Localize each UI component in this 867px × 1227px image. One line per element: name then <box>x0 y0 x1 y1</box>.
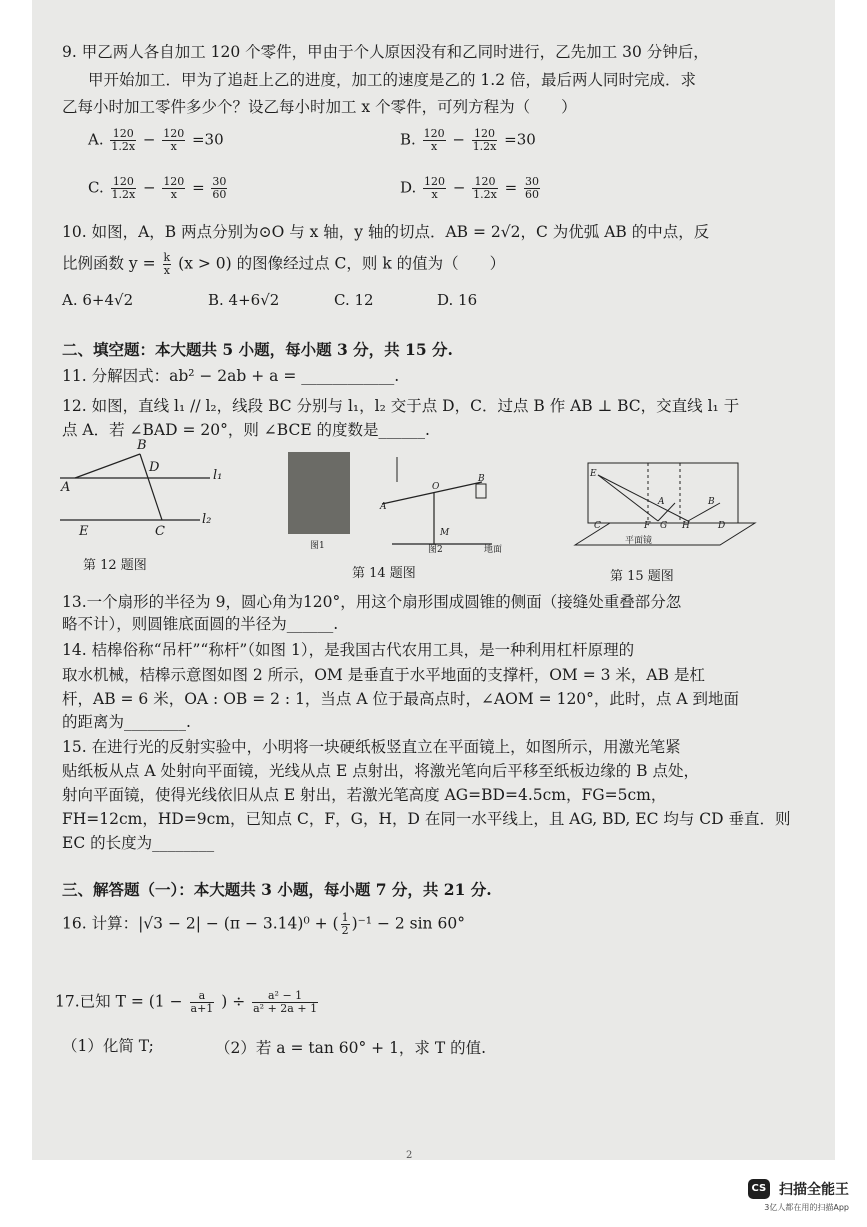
q9-line3: 乙每小时加工零件多少个？设乙每小时加工 x 个零件，可列方程为（ ） <box>62 98 577 116</box>
q15-line1: 15. 在进行光的反射实验中，小明将一块硬纸板竖直立在平面镜上，如图所示，用激光笔紧 <box>62 738 681 756</box>
page-number: 2 <box>406 1150 413 1161</box>
fig15-label-d: D <box>718 521 726 531</box>
fig15-label-b: B <box>708 497 715 507</box>
fig12-label-d: D <box>149 460 160 475</box>
q11: 11. 分解因式：ab² − 2ab + a = ____________. <box>62 367 400 385</box>
q12-line1: 12. 如图，直线 l₁ // l₂，线段 BC 分别与 l₁，l₂ 交于点 D，C．过点 B 作 AB ⊥ BC，交直线 l₁ 于 <box>62 397 740 415</box>
q9-option-b: B. $\frac{120}{x}$ − $\frac{120}{1.2x}$ =30 <box>400 127 536 153</box>
figure-14 <box>282 452 512 582</box>
q14-line2: 取水机械，桔槔示意图如图 2 所示，OM 是垂直于水平地面的支撑杆，OM = 3 米，AB 是杠 <box>62 666 705 684</box>
fig14-img2-label: 图2 <box>428 545 443 555</box>
fig12-label-b: B <box>137 438 147 453</box>
fig14-label-a: A <box>380 502 387 512</box>
fig12-label-a: A <box>61 480 71 495</box>
fig15-diagram <box>570 455 760 550</box>
fig14-img1-label: 图1 <box>310 541 325 551</box>
fig14-label-b: B <box>478 474 485 484</box>
q9-line2: 甲开始加工．甲为了追赶上乙的进度，加工的速度是乙的 1.2 倍，最后两人同时完成．求 <box>88 71 697 89</box>
section-3-heading: 三、解答题（一）：本大题共 3 小题，每小题 7 分，共 21 分. <box>62 880 492 899</box>
fig15-label-e: E <box>590 469 597 479</box>
q10-option-d: D. 16 <box>437 291 478 309</box>
fig14-label-m: M <box>440 528 450 538</box>
q14-line1: 14. 桔槔俗称“吊杆”“称杆”（如图 1），是我国古代农用工具，是一种利用杠杆原理的 <box>62 641 635 659</box>
scanner-watermark <box>748 1178 849 1213</box>
q17-part2: （2）若 a = tan 60° + 1，求 T 的值. <box>215 1039 487 1057</box>
q9-option-c: C. $\frac{120}{1.2x}$ − $\frac{120}{x}$ = $\frac{30}{60}$ <box>88 175 227 201</box>
fig15-label-h: H <box>682 521 690 531</box>
q15-line4: FH=12cm，HD=9cm，已知点 C，F，G，H，D 在同一水平线上，且 AG, BD, EC 均与 CD 垂直．则 <box>62 810 791 828</box>
q15-line3: 射向平面镜，使得光线依旧从点 E 射出，若激光笔高度 AG=BD=4.5cm，FG=5cm， <box>62 786 667 804</box>
fig12-label-l1: l₁ <box>213 468 223 483</box>
brand-tagline: 3亿人都在用的扫描App <box>764 1202 849 1212</box>
q9-option-a: A. $\frac{120}{1.2x}$ − $\frac{120}{x}$ =30 <box>88 127 224 153</box>
fig14-diagram <box>372 452 502 547</box>
fig15-label-f: F <box>644 521 651 531</box>
q9-line1: 9. 甲乙两人各自加工 120 个零件，甲由于个人原因没有和乙同时进行，乙先加工 30 分钟后， <box>62 43 709 61</box>
fig12-label-e: E <box>79 524 89 539</box>
q12-line2: 点 A．若 ∠BAD = 20°，则 ∠BCE 的度数是______. <box>62 421 430 439</box>
q10-line2: 比例函数 y = $\frac{k}{x}$ (x > 0) 的图像经过点 C，则 k 的值为（ ） <box>62 251 506 277</box>
fig15-caption: 第 15 题图 <box>610 569 674 584</box>
fig12-caption: 第 12 题图 <box>83 558 147 573</box>
cs-logo: CS <box>748 1179 770 1199</box>
fig12-label-c: C <box>155 524 165 539</box>
fig14-photo <box>288 452 350 534</box>
fig12-label-l2: l₂ <box>202 512 212 527</box>
figure-15 <box>570 455 760 585</box>
section-2-heading: 二、填空题：本大题共 5 小题，每小题 3 分，共 15 分. <box>62 340 453 359</box>
q14-line4: 的距离为________. <box>62 713 191 731</box>
q17-part1: （1）化简 T; <box>62 1037 154 1055</box>
q10-line1: 10. 如图，A，B 两点分别为⊙O 与 x 轴，y 轴的切点．AB = 2√2，C 为优弧 AB 的中点，反 <box>62 223 710 241</box>
q15-line2: 贴纸板从点 A 处射向平面镜，光线从点 E 点射出，将激光笔向后平移至纸板边缘的 B 点处， <box>62 762 699 780</box>
q13-line2: 略不计），则圆锥底面圆的半径为______. <box>62 615 339 633</box>
q9-option-d: D. $\frac{120}{x}$ − $\frac{120}{1.2x}$ = $\frac{30}{60}$ <box>400 175 539 201</box>
fig14-ground-label: 地面 <box>484 545 503 555</box>
fig15-label-g: G <box>660 521 668 531</box>
figure-12 <box>55 438 235 578</box>
q13-line1: 13.一个扇形的半径为 9，圆心角为120°，用这个扇形围成圆锥的侧面（接缝处重叠部分忽 <box>62 593 682 611</box>
q15-line5: EC 的长度为________ <box>62 834 215 852</box>
q10-option-b: B. 4+6√2 <box>208 291 280 309</box>
q16: 16. 计算：|√3 − 2| − (π − 3.14)⁰ + ( $\frac{1}{2}$ )⁻¹ − 2 sin 60° <box>62 911 465 937</box>
fig14-caption: 第 14 题图 <box>352 566 416 581</box>
fig15-label-a: A <box>658 497 665 507</box>
fig15-mirror-label: 平面镜 <box>625 536 653 546</box>
fig14-label-o: O <box>432 482 440 492</box>
fig15-label-c: C <box>594 521 601 531</box>
q10-option-a: A. 6+4√2 <box>62 291 134 309</box>
q17-expression: 17.已知 T = (1 − $\frac{a}{a+1}$ ) ÷ $\frac{\text{a² − 1}}{\text{a² + 2a + 1}}$ <box>55 989 318 1015</box>
q10-option-c: C. 12 <box>334 291 374 309</box>
brand-name: 扫描全能王 <box>779 1181 849 1198</box>
q14-line3: 杆，AB = 6 米，OA : OB = 2 : 1，当点 A 位于最高点时，∠AOM = 120°，此时，点 A 到地面 <box>62 690 739 708</box>
